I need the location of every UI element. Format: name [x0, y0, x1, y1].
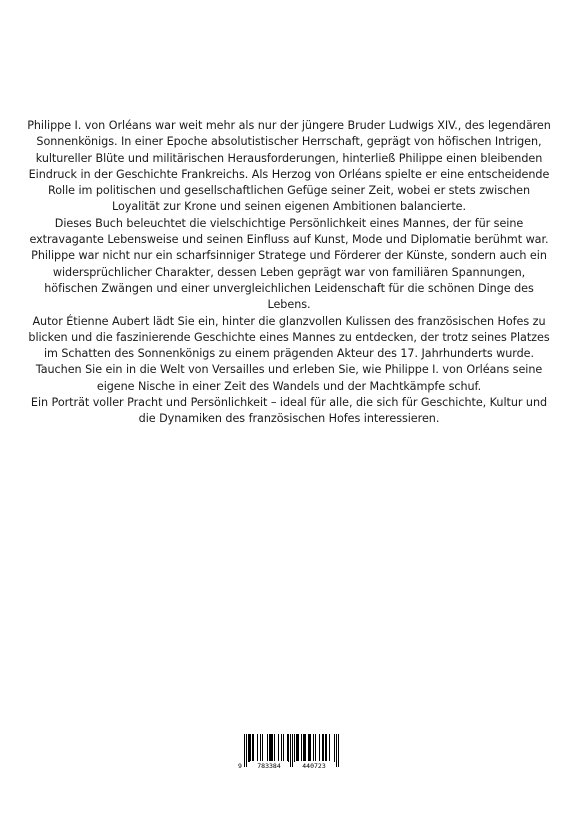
barcode-bar [288, 734, 289, 762]
barcode-bar [281, 734, 282, 762]
barcode-bar [322, 734, 323, 762]
barcode-bar [315, 734, 316, 762]
barcode-bar [303, 734, 304, 762]
barcode-bar [260, 734, 261, 762]
barcode-bar [313, 734, 314, 762]
barcode-bar [310, 734, 311, 762]
blurb-paragraph-intro: Philippe I. von Orléans war weit mehr als nur der jüngere Bruder Ludwigs XIV., des legendären Sonnenkönigs. In einer Epoche absolutistischer Herrschaft, geprägt von höfischen Intrigen, kultureller Blüte und militärischen Herausforderungen, hinterließ Philippe einen bleibenden Eindruck in der Geschichte Frankreichs. Als Herzog von Orléans spielte er eine entscheidende Rolle im politischen und gesellschaftlichen Gefüge seiner Zeit, wobei er stets zwischen Loyalität zur Krone und seinen eigenen Ambitionen balancierte. [27, 119, 551, 214]
barcode-bar [323, 734, 324, 762]
blurb-paragraph-book: Dieses Buch beleuchtet die vielschichtige Persönlichkeit eines Mannes, der für seine extravagante Lebensweise und seinen Einfluss auf Kunst, Mode und Diplomatie berühmt war. Philippe war nicht nur ein scharfsinniger Stratege und Förderer der Künste, sondern auch ein widersprüchlicher Charakter, dessen Leben geprägt war von familiären Spannungen, höfischen Zwängen und einer unvergleichlichen Leidenschaft für die schönen Dinge des Lebens. [29, 216, 549, 312]
barcode-bar [252, 734, 253, 762]
barcode-digits [238, 761, 342, 771]
barcode-bar [249, 734, 250, 762]
barcode-bar [278, 734, 279, 762]
barcode-bar [274, 734, 275, 762]
barcode-bar [283, 734, 284, 762]
barcode-bar [262, 734, 263, 762]
barcode-bar [271, 734, 272, 762]
isbn-barcode [238, 734, 342, 771]
barcode-bar [304, 734, 305, 762]
barcode-bar [269, 734, 270, 762]
barcode-bar [272, 734, 273, 762]
barcode-bar [309, 734, 310, 762]
barcode-bar [296, 734, 297, 762]
barcode-bar [298, 734, 299, 762]
barcode-bar [297, 734, 298, 762]
barcode-bar [248, 734, 249, 762]
barcode-bar [301, 734, 302, 762]
barcode-bar [319, 734, 320, 762]
barcode-bar [334, 734, 335, 762]
barcode-bar [257, 734, 258, 762]
barcode-lead-digit: 9 [238, 762, 242, 770]
barcode-left-group: 783384 [250, 761, 288, 771]
barcode-bar [294, 734, 295, 762]
barcode-bar [287, 734, 288, 762]
barcode-bar [270, 734, 271, 762]
blurb-text [26, 118, 552, 428]
barcode-bar [326, 734, 327, 762]
barcode-bar [253, 734, 254, 762]
barcode-bar [329, 734, 330, 762]
blurb-paragraph-author: Autor Étienne Aubert lädt Sie ein, hinter die glanzvollen Kulissen des französischen Hofes zu blicken und die faszinierende Geschichte eines Mannes zu entdecken, der trotz seines Platzes im Schatten des Sonnenkönigs zu einem prägenden Akteur des 17. Jahrhunderts wurde. Tauchen Sie ein in die Welt von Versailles und erleben Sie, wie Philippe I. von Orléans seine eigene Nische in einer Zeit des Wandels und der Machtkämpfe schuf. [28, 314, 550, 393]
barcode-bar [325, 734, 326, 762]
barcode-right-group: 440723 [295, 761, 333, 771]
blurb-paragraph-closing: Ein Porträt voller Pracht und Persönlichkeit – ideal für alle, die sich für Geschichte, Kultur und die Dynamiken des französischen Hofes interessieren. [30, 396, 548, 426]
barcode-bar [305, 734, 306, 762]
barcode-bar [308, 734, 309, 762]
barcode-bar [267, 734, 268, 762]
barcode-bar [250, 734, 251, 762]
